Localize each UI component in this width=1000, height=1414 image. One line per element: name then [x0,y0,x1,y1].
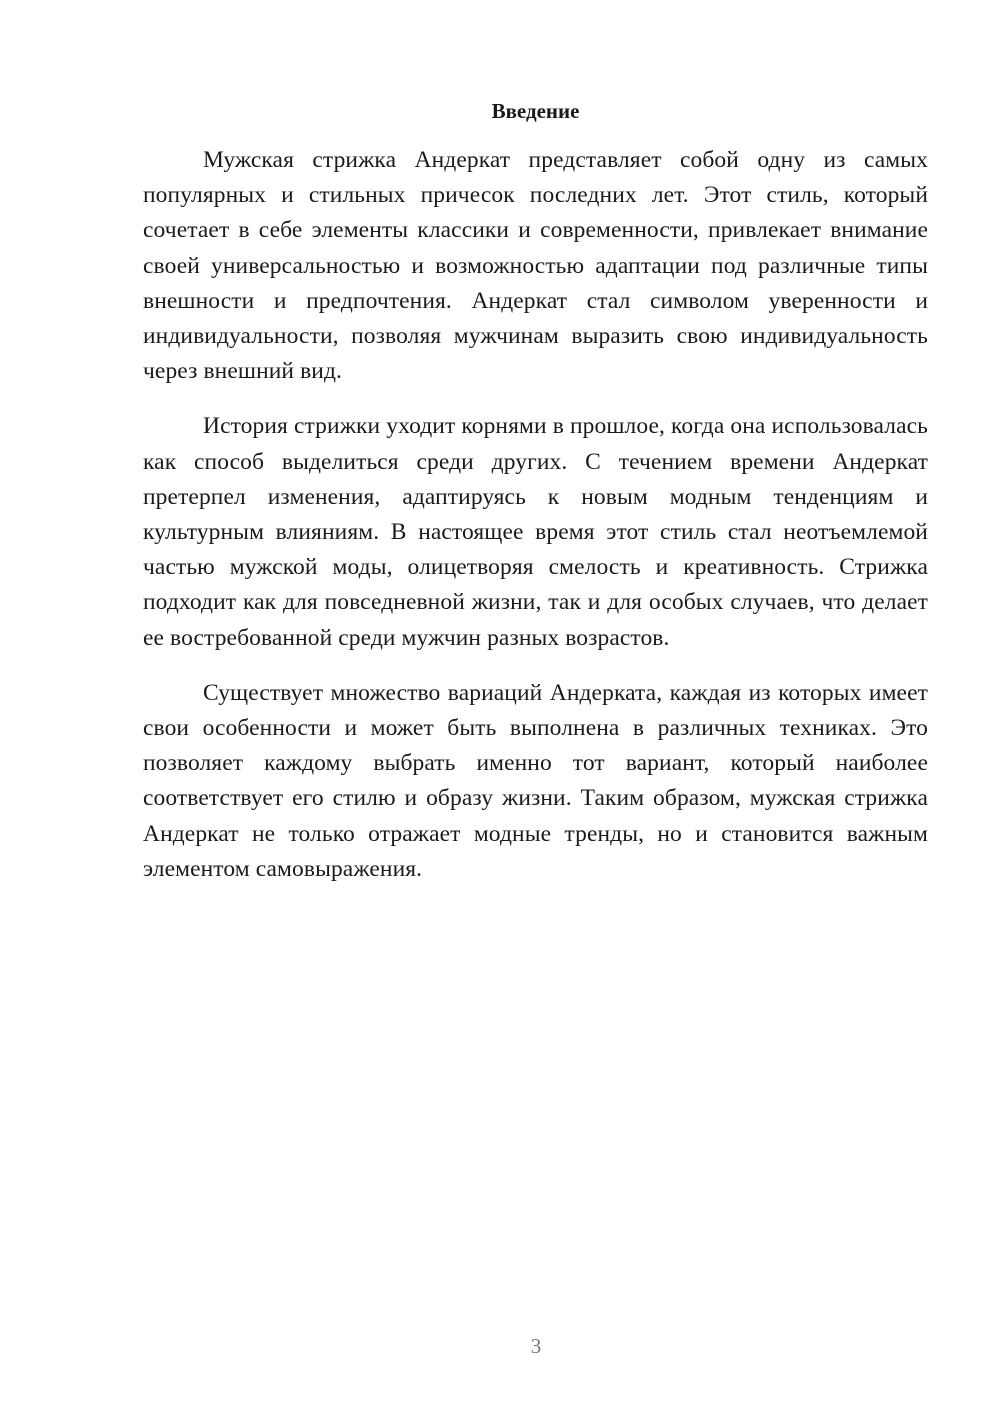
paragraph: Мужская стрижка Андеркат представляет собой одну из самых популярных и стильных причесок последних лет. Этот стиль, который сочетает в себе элементы классики и современности, привлекает внимание своей универсальностью и возможностью адаптации под различные типы внешности и предпочтения. Андеркат стал символом уверенности и индивидуальности, позволяя мужчинам выразить свою индивидуальность через внешний вид. [143,147,928,385]
paragraph: История стрижки уходит корнями в прошлое, когда она использовалась как способ выделиться среди других. С течением времени Андеркат претерпел изменения, адаптируясь к новым модным тенденциям и культурным влияниям. В настоящее время этот стиль стал неотъемлемой частью мужской моды, олицетворяя смелость и креативность. Стрижка подходит как для повседневной жизни, так и для особых случаев, что делает ее востребованной среди мужчин разных возрастов. [143,413,928,651]
section-heading: Введение [491,99,580,123]
body-text [143,143,928,907]
paragraph: Существует множество вариаций Андерката, каждая из которых имеет свои особенности и может быть выполнена в различных техниках. Это позволяет каждому выбрать именно тот вариант, который наиболее соответствует его стилю и образу жизни. Таким образом, мужская стрижка Андеркат не только отражает модные тренды, но и становится важным элементом самовыражения. [143,679,928,882]
page-number: 3 [530,1334,542,1358]
